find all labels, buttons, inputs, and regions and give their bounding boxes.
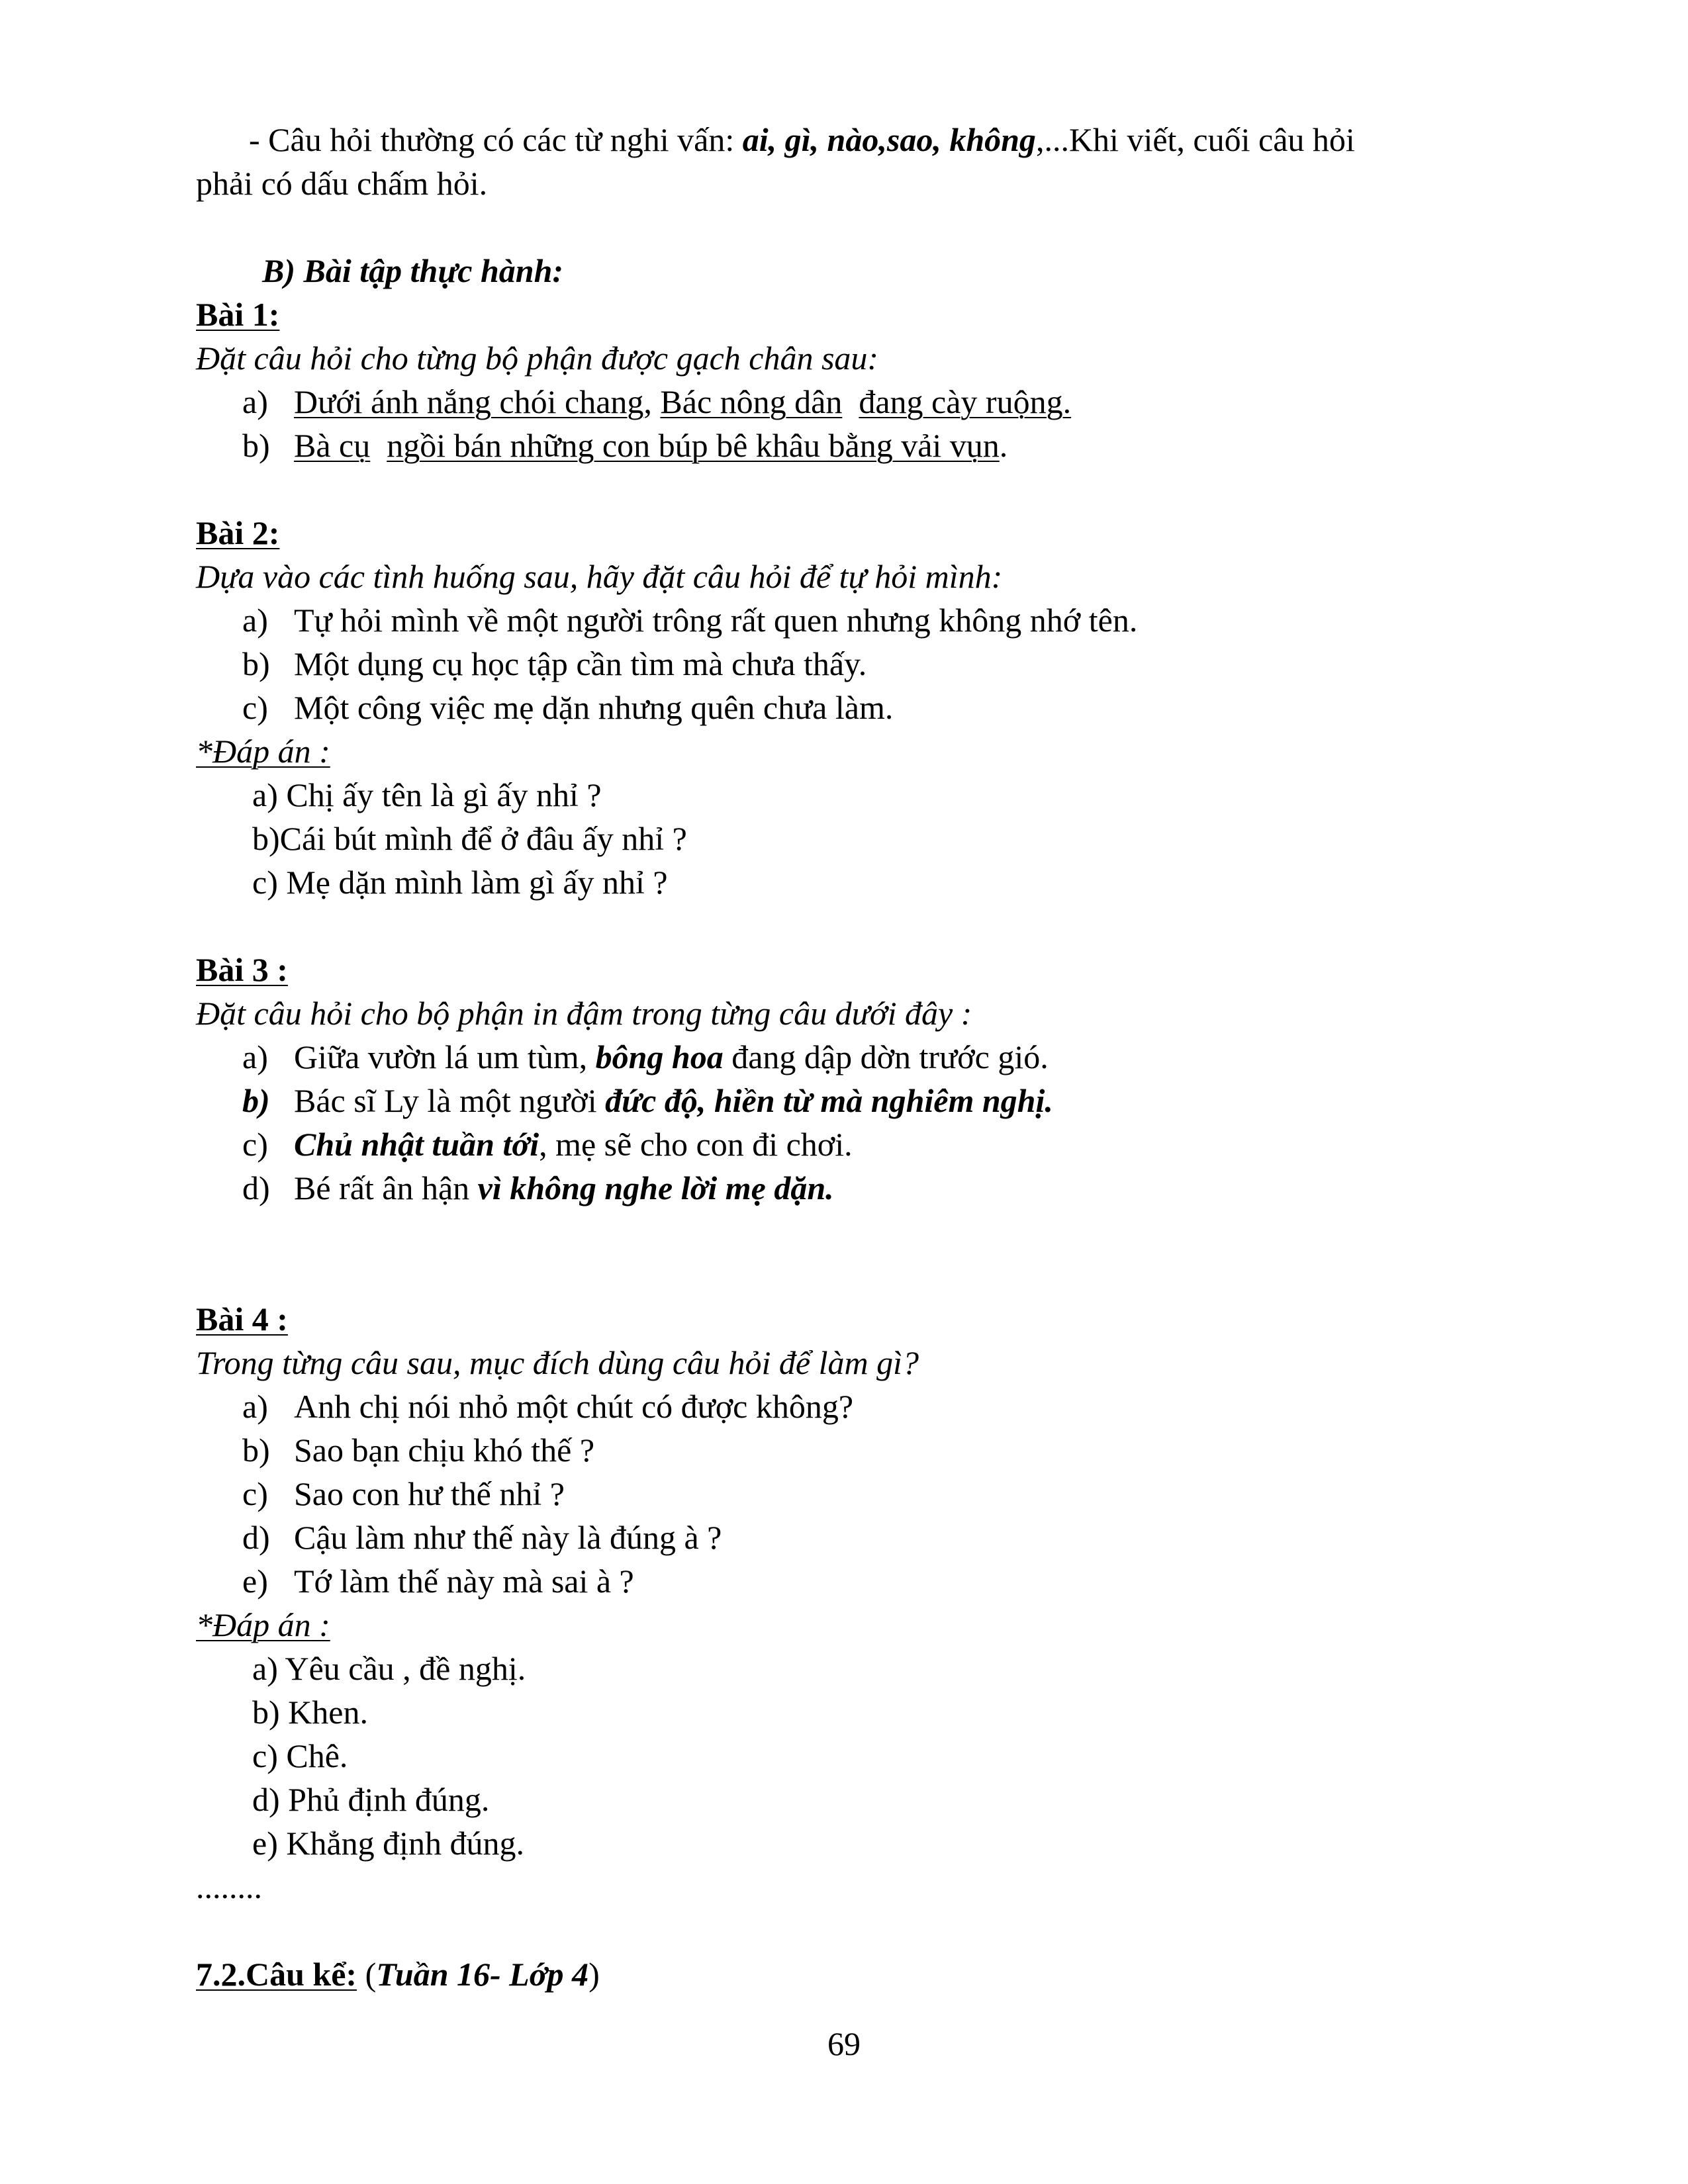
list-item: c) Chủ nhật tuần tới, mẹ sẽ cho con đi chơi. (242, 1126, 853, 1163)
intro-line-1: - Câu hỏi thường có các từ nghi vấn: ai, gì, nào,sao, không,...Khi viết, cuối câu hỏi (249, 121, 1355, 158)
list-item: a) Tự hỏi mình về một người trông rất quen nhưng không nhớ tên. (242, 602, 1138, 639)
answer-line: a) Yêu cầu , đề nghị. (252, 1650, 526, 1687)
list-item: b) Bác sĩ Ly là một người đức độ, hiền từ mà nghiêm nghị. (242, 1082, 1053, 1119)
page-number: 69 (827, 2025, 861, 2062)
list-item: d) Cậu làm như thế này là đúng à ? (242, 1519, 722, 1556)
answer-line: b) Khen. (252, 1694, 368, 1731)
list-item: e) Tớ làm thế này mà sai à ? (242, 1563, 634, 1600)
answer-line: e) Khẳng định đúng. (252, 1825, 525, 1862)
bai-1-title: Bài 1: (196, 296, 280, 333)
answer-line: c) Mẹ dặn mình làm gì ấy nhỉ ? (252, 864, 668, 901)
list-item: c) Một công việc mẹ dặn nhưng quên chưa làm. (242, 689, 894, 726)
bai-2-title: Bài 2: (196, 514, 280, 551)
list-item: a) Anh chị nói nhỏ một chút có được không? (242, 1388, 854, 1425)
list-item: b) Một dụng cụ học tập cần tìm mà chưa thấy. (242, 645, 867, 682)
list-item: a) Giữa vườn lá um tùm, bông hoa đang dập dờn trước gió. (242, 1038, 1049, 1075)
answer-line: a) Chị ấy tên là gì ấy nhỉ ? (252, 776, 602, 813)
document-page (196, 118, 1553, 1996)
intro-line-2: phải có dấu chấm hỏi. (196, 165, 488, 202)
list-item: a) Dưới ánh nắng chói chang, Bác nông dân đang cày ruộng. (242, 383, 1072, 420)
list-item: d) Bé rất ân hận vì không nghe lời mẹ dặn. (242, 1169, 834, 1206)
list-item: b) Sao bạn chịu khó thế ? (242, 1432, 595, 1469)
bai-4-answer-label: *Đáp án : (196, 1606, 330, 1643)
bai-3-instruction: Đặt câu hỏi cho bộ phận in đậm trong từng câu dưới đây : (196, 995, 972, 1032)
bai-2-list (196, 598, 1553, 729)
bai-3-list (196, 1035, 1553, 1210)
section-b-heading: B) Bài tập thực hành: (262, 252, 564, 289)
question-keywords: ai, gì, nào,sao, không (742, 121, 1036, 158)
bai-4-title: Bài 4 : (196, 1300, 288, 1338)
bai-2-instruction: Dựa vào các tình huống sau, hãy đặt câu hỏi để tự hỏi mình: (196, 558, 1003, 595)
next-section-heading: 7.2.Câu kể: (Tuần 16- Lớp 4) (196, 1956, 600, 1993)
answer-line: d) Phủ định đúng. (252, 1781, 490, 1818)
answer-line: c) Chê. (252, 1737, 348, 1774)
bai-1-instruction: Đặt câu hỏi cho từng bộ phận được gạch chân sau: (196, 340, 879, 377)
bai-2-answer-label: *Đáp án : (196, 733, 330, 770)
bai-3-title: Bài 3 : (196, 951, 288, 988)
list-item: b) Bà cụ ngồi bán những con búp bê khâu bằng vải vụn. (242, 427, 1008, 464)
answer-line: b)Cái bút mình để ở đâu ấy nhỉ ? (252, 820, 687, 857)
ellipsis: ........ (196, 1868, 262, 1905)
bai-4-list (196, 1385, 1553, 1603)
bai-4-instruction: Trong từng câu sau, mục đích dùng câu hỏi để làm gì? (196, 1344, 919, 1381)
bai-1-list (196, 380, 1553, 467)
list-item: c) Sao con hư thế nhỉ ? (242, 1475, 565, 1512)
